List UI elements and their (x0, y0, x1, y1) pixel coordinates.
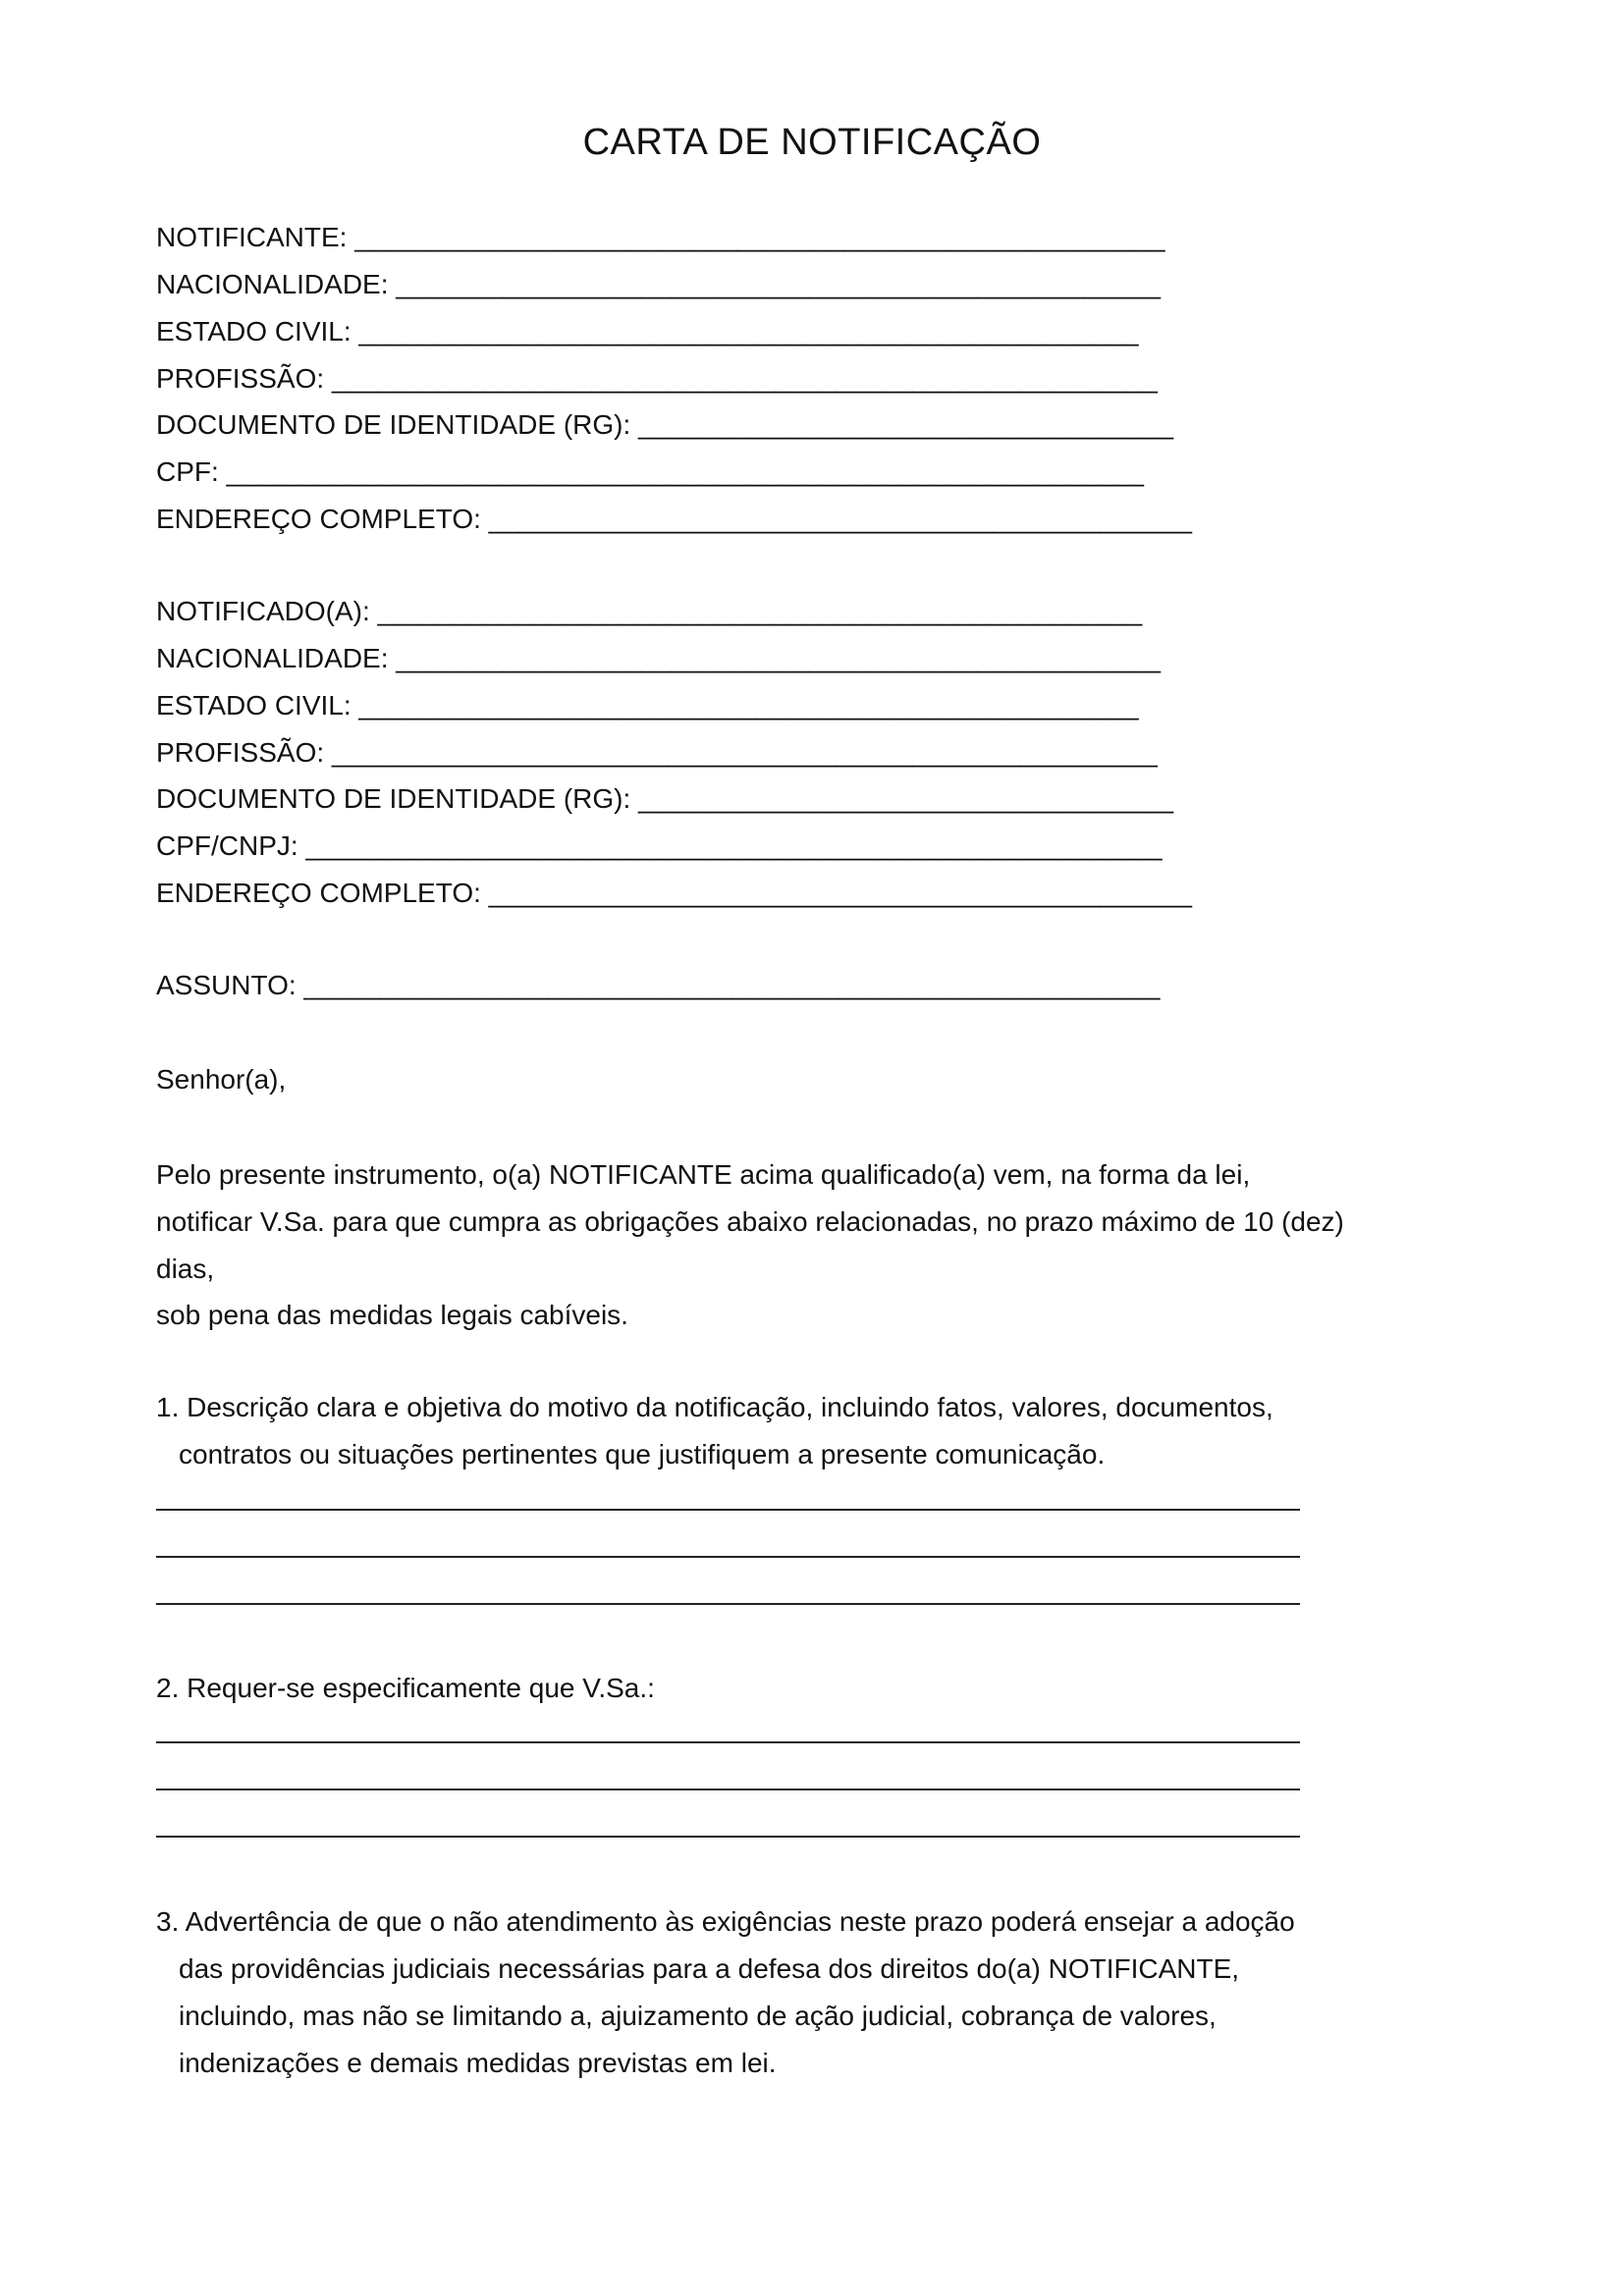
notificado-cpf-cnpj-field: CPF/CNPJ: ________________________________________________________ (156, 830, 1163, 861)
notificante-field: NOTIFICANTE: _____________________________________________________ (156, 222, 1165, 252)
item-2-text: 2. Requer-se especificamente que V.Sa.: (156, 1673, 655, 1703)
item-3-text: das providências judiciais necessárias para a defesa dos direitos do(a) NOTIFICANTE, (179, 1953, 1240, 1984)
notificado-nacionalidade-field: NACIONALIDADE: __________________________________________________ (156, 643, 1161, 673)
notificado-estado-civil-field: ESTADO CIVIL: ___________________________________________________ (156, 690, 1139, 721)
notificado-field: NOTIFICADO(A): __________________________________________________ (156, 596, 1143, 626)
item-3-text: incluindo, mas não se limitando a, ajuizamento de ação judicial, cobrança de valores, (179, 2001, 1217, 2031)
notificado-profissao-field: PROFISSÃO: ______________________________________________________ (156, 737, 1158, 768)
notificado-rg-field: DOCUMENTO DE IDENTIDADE (RG): ___________________________________ (156, 783, 1174, 814)
notificado-endereco-field: ENDEREÇO COMPLETO: ______________________________________________ (156, 878, 1192, 908)
blank-writing-line (156, 1836, 1300, 1838)
body-paragraph-line: dias, (156, 1254, 215, 1284)
notificante-nacionalidade-field: NACIONALIDADE: __________________________________________________ (156, 269, 1161, 299)
blank-writing-line (156, 1556, 1300, 1558)
item-3-text: indenizações e demais medidas previstas em lei. (179, 2048, 777, 2078)
assunto-field: ASSUNTO: ________________________________________________________ (156, 970, 1161, 1000)
body-paragraph-line: sob pena das medidas legais cabíveis. (156, 1300, 628, 1330)
notificante-estado-civil-field: ESTADO CIVIL: ___________________________________________________ (156, 316, 1139, 347)
item-1-text: 1. Descrição clara e objetiva do motivo da notificação, incluindo fatos, valores, documentos, (156, 1392, 1273, 1422)
salutation: Senhor(a), (156, 1064, 287, 1095)
notificante-cpf-field: CPF: ____________________________________________________________ (156, 456, 1144, 487)
document-title: CARTA DE NOTIFICAÇÃO (582, 122, 1042, 163)
blank-writing-line (156, 1741, 1300, 1743)
body-paragraph-line: Pelo presente instrumento, o(a) NOTIFICANTE acima qualificado(a) vem, na forma da lei, (156, 1159, 1251, 1190)
blank-writing-line (156, 1789, 1300, 1790)
notificante-endereco-field: ENDEREÇO COMPLETO: ______________________________________________ (156, 504, 1192, 534)
item-3-text: 3. Advertência de que o não atendimento às exigências neste prazo poderá ensejar a adoção (156, 1906, 1295, 1937)
blank-writing-line (156, 1603, 1300, 1605)
notificante-profissao-field: PROFISSÃO: ______________________________________________________ (156, 363, 1158, 394)
item-1-text: contratos ou situações pertinentes que justifiquem a presente comunicação. (179, 1439, 1106, 1469)
blank-writing-line (156, 1509, 1300, 1511)
body-paragraph-line: notificar V.Sa. para que cumpra as obrigações abaixo relacionadas, no prazo máximo de 10 (dez) (156, 1206, 1344, 1237)
notificante-rg-field: DOCUMENTO DE IDENTIDADE (RG): ___________________________________ (156, 409, 1174, 440)
